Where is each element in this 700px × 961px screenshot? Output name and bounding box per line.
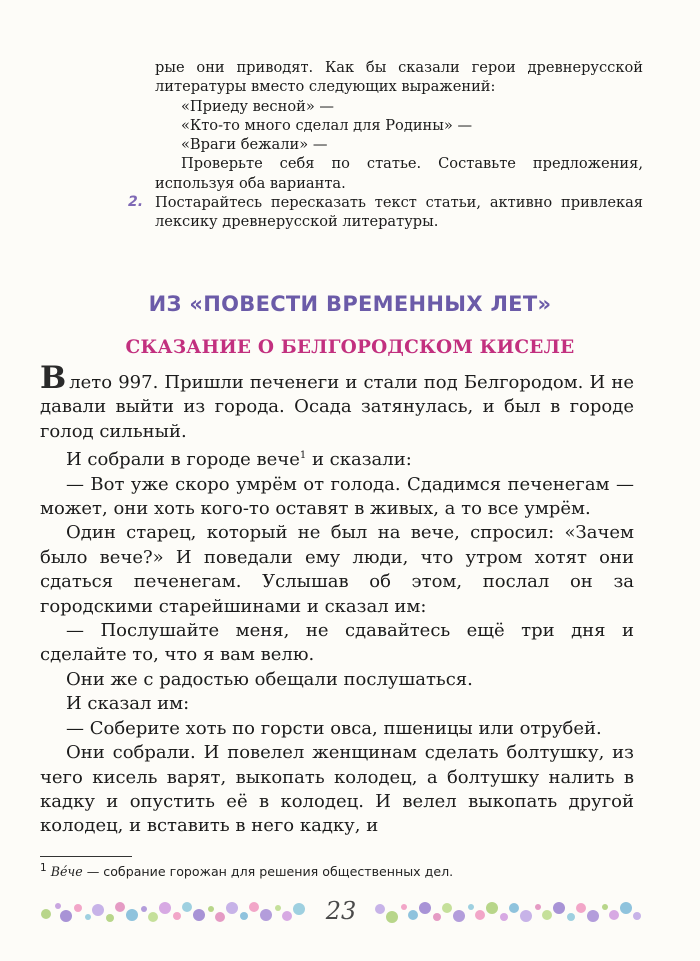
- paragraph: — Послушайте меня, не сдавайтесь ещё три дня и сделайте то, что я вам велю.: [40, 620, 634, 666]
- check-instruction: Проверьте себя по статье. Составьте предложения, используя оба варианта.: [155, 155, 643, 192]
- paragraph: Они же с радостью обещали послушаться.: [66, 668, 473, 690]
- paragraph-text: И собрали в городе вече: [66, 449, 300, 471]
- question-text: рые они приводят. Как бы сказали герои древнерусской литературы вместо следующих выражений:: [155, 59, 643, 96]
- paragraph: — Вот уже скоро умрём от голода. Сдадимся печенегам — может, они хоть кого-то оставят в живых, а то все умрём.: [40, 473, 634, 520]
- story-title: СКАЗАНИЕ О БЕЛГОРОДСКОМ КИСЕЛЕ: [125, 337, 575, 358]
- paragraph: [40, 444, 634, 472]
- phrase-2: «Кто-то много сделал для Родины» —: [181, 116, 473, 134]
- footnote-text: — собрание горожан для решения общественных дел.: [82, 864, 454, 880]
- phrase-3: «Враги бежали» —: [181, 136, 328, 154]
- task-2-text: Постарайтесь пересказать текст статьи, активно привлекая лексику древнерусской литературы.: [155, 194, 643, 231]
- paragraph: Один старец, который не был на вече, спросил: «Зачем было вече?» И поведали ему люди, что утром хотят они сдаться печенегам. Услышав об этом, послал он за городскими старейшинами и сказал им:: [40, 522, 634, 617]
- paragraph-text: и сказали:: [306, 449, 412, 471]
- paragraph-text: лето 997. Пришли печенеги и стали под Белгородом. И не давали выйти из города. Осада затянулась, и был в городе голод сильный.: [40, 372, 634, 442]
- story-text: [40, 360, 634, 839]
- previous-article-questions: [128, 58, 643, 232]
- task-2: [128, 193, 643, 232]
- footnote-divider: [40, 856, 132, 857]
- task-2-number: 2.: [128, 194, 144, 211]
- footnote: [40, 862, 634, 879]
- footnote-marker: 1: [40, 862, 47, 874]
- drop-cap: В: [40, 360, 67, 396]
- paragraph: [40, 360, 634, 444]
- dot-ornament-left: [40, 896, 310, 926]
- dot-ornament-right: [372, 896, 642, 926]
- section-title: ИЗ «ПОВЕСТИ ВРЕМЕННЫХ ЛЕТ»: [148, 292, 552, 316]
- footnote-term: Вéче: [50, 864, 83, 880]
- paragraph: — Соберите хоть по горсти овса, пшеницы или отрубей.: [66, 717, 602, 739]
- footnote-ref[interactable]: 1: [299, 450, 307, 462]
- paragraph: Они собрали. И повелел женщинам сделать болтушку, из чего кисель варят, выкопать колодец, а болтушку налить в кадку и опустить её в колодец. И велел выкопать другой колодец, и вставить в него кадку, и: [40, 742, 634, 837]
- page-number: 23: [325, 897, 357, 925]
- phrase-1: «Приеду весной» —: [181, 97, 334, 115]
- paragraph: И сказал им:: [66, 693, 190, 715]
